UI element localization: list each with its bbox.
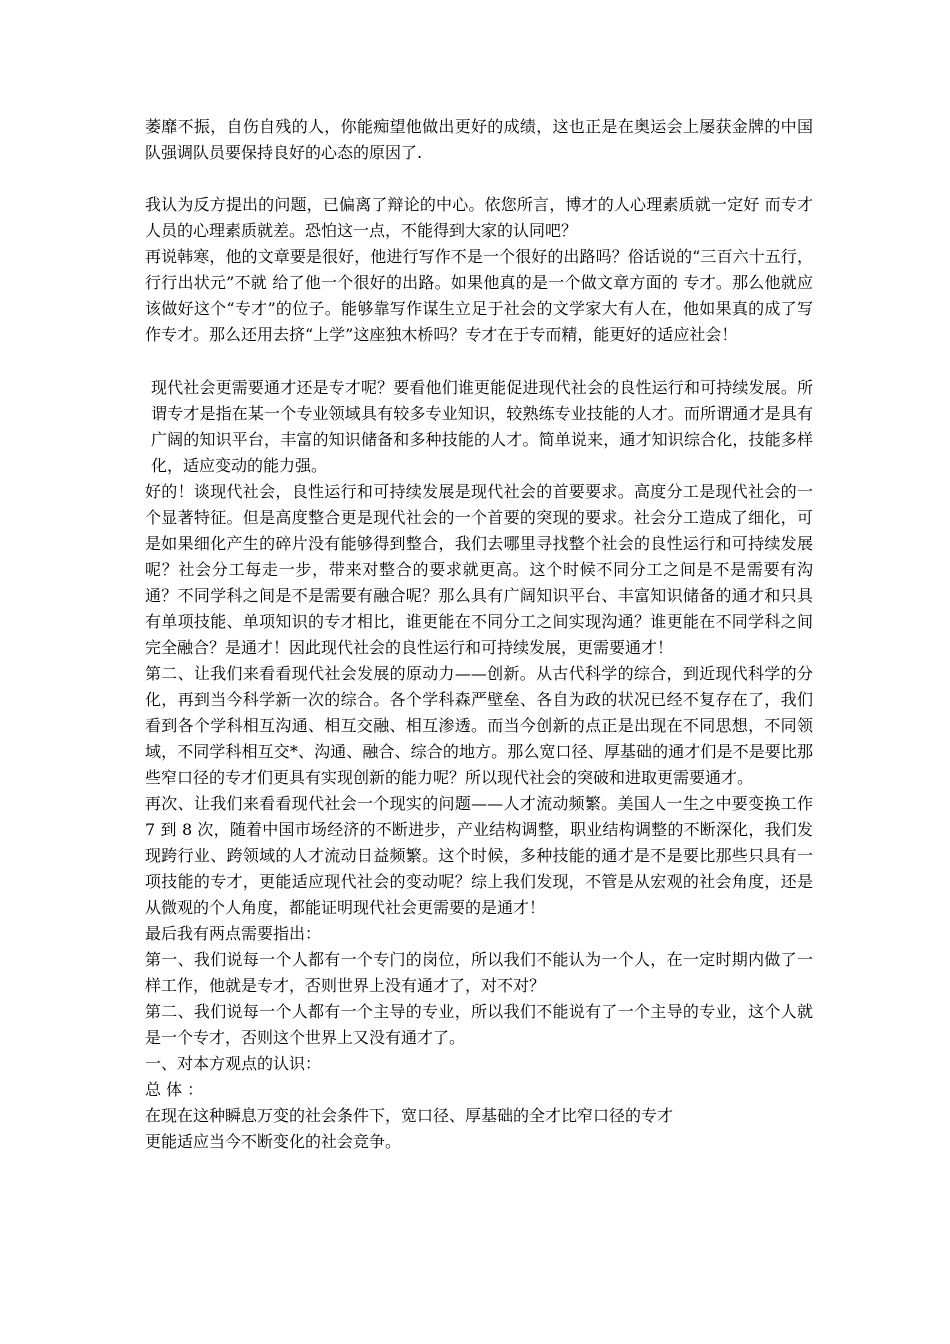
paragraph-5: 好的！谈现代社会，良性运行和可持续发展是现代社会的首要要求。高度分工是现代社会的一个显著特征。但是高度整合更是现代社会的一个首要的突现的要求。社会分工造成了细化，可是如果细化产生的碎片没有能够得到整合，我们去哪里寻找整个社会的良性运行和可持续发展呢？社会分工每走一步，带来对整合的要求就更高。这个时候不同分工之间是不是需要有沟通？不同学科之间是不是需要有融合呢？那么具有广阔知识平台、丰富知识储备的通才和只具有单项技能、单项知识的专才相比，谁更能在不同分工之间实现沟通？谁更能在不同学科之间完全融合？是通才！因此现代社会的良性运行和可持续发展，更需要通才！ [145,482,813,657]
paragraph-2: 我认为反方提出的问题，已偏离了辩论的中心。依您所言，博才的人心理素质就一定好 而专才人员的心理素质就差。恐怕这一点，不能得到大家的认同吧？ [145,195,813,240]
paragraph-3: 再说韩寒，他的文章要是很好，他进行写作不是一个很好的出路吗？俗话说的“三百六十五行，行行出状元”不就 给了他一个很好的出路。如果他真的是一个做文章方面的 专才。那么他就应该做好这个“专才”的位子。能够靠写作谋生立足于社会的文学家大有人在，他如果真的成了写作专才。那么还用去挤“上学”这座独木桥吗？专才在于专而精，能更好的适应社会！ [145,247,813,344]
paragraph-6: 第二、让我们来看看现代社会发展的原动力——创新。从古代科学的综合，到近现代科学的分化，再到当今科学新一次的综合。各个学科森严壁垒、各自为政的状况已经不复存在了，我们看到各个学科相互沟通、相互交融、相互渗透。而当今创新的点正是出现在不同思想，不同领域，不同学科相互交*、沟通、融合、综合的地方。那么宽口径、厚基础的通才们是不是要比那些窄口径的专才们更具有实现创新的能力呢？所以现代社会的突破和进取更需要通才。 [145,664,813,787]
paragraph-12: 总 体 ： [145,1080,204,1099]
paragraph-gap [145,166,813,192]
paragraph-7: 再次、让我们来看看现代社会一个现实的问题——人才流动频繁。美国人一生之中要变换工作 7 到 8 次，随着中国市场经济的不断进步，产业结构调整，职业结构调整的不断深化，我们发现跨行业、跨领域的人才流动日益频繁。这个时候，多种技能的通才是不是要比那些只具有一项技能的专才，更能适应现代社会的变动呢？综上我们发现，不管是从宏观的社会角度，还是从微观的个人角度，都能证明现代社会更需要的是通才！ [145,794,813,917]
paragraph-10: 第二、我们说每一个人都有一个主导的专业，所以我们不能说有了一个主导的专业，这个人就是一个专才，否则这个世界上又没有通才了。 [145,1002,813,1047]
paragraph-14: 更能适应当今不断变化的社会竞争。 [145,1132,402,1151]
paragraph-13: 在现在这种瞬息万变的社会条件下，宽口径、厚基础的全才比窄口径的专才 [145,1106,674,1125]
paragraph-11: 一、对本方观点的认识： [145,1054,322,1073]
paragraph-gap [145,348,813,375]
paragraph-8: 最后我有两点需要指出： [145,924,322,943]
paragraph-1: 萎靡不振，自伤自残的人，你能痴望他做出更好的成绩，这也正是在奥运会上屡获金牌的中国队强调队员要保持良好的心态的原因了. [145,117,813,162]
document-body [145,114,813,1155]
paragraph-4: 现代社会更需要通才还是专才呢？要看他们谁更能促进现代社会的良性运行和可持续发展。所谓专才是指在某一个专业领域具有较多专业知识，较熟练专业技能的人才。而所谓通才是具有广阔的知识平台，丰富的知识储备和多种技能的人才。简单说来，通才知识综合化，技能多样化，适应变动的能力强。 [151,378,813,475]
paragraph-9: 第一、我们说每一个人都有一个专门的岗位，所以我们不能认为一个人，在一定时期内做了一样工作，他就是专才，否则世界上没有通才了，对不对？ [145,950,813,995]
